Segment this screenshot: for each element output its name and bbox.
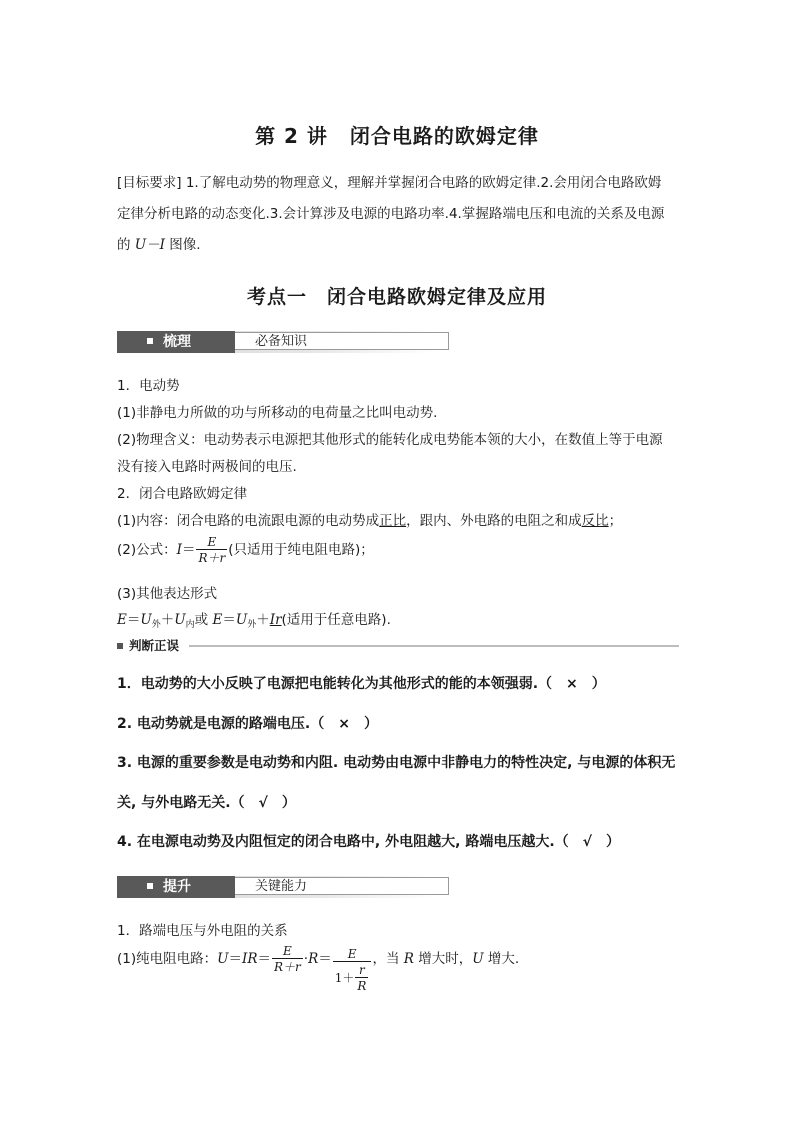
content-p4-formula	[117, 535, 679, 565]
content-p2a: (2)物理含义：电动势表示电源把其他形式的能转化成电势能本领的大小，在数值上等于电源	[117, 432, 663, 448]
goal-line-3	[117, 230, 679, 261]
goal-label: [目标要求]	[117, 175, 182, 191]
goal-ui-var: U－I	[134, 237, 166, 253]
bar-label-box	[117, 876, 235, 898]
goal-requirements	[117, 168, 679, 261]
page-title	[0, 120, 794, 149]
p6-u-out2: U	[235, 612, 248, 628]
p6-sub-out: 外	[151, 620, 161, 630]
question-4: 4. 在电源电动势及内阻恒定的闭合电路中, 外电阻越大, 路端电压越大.（ √ ）	[117, 834, 620, 850]
f-pre: (1)纯电阻电路：	[117, 951, 218, 967]
content-p1: (1)非静电力所做的功与所移动的电荷量之比叫电动势.	[117, 405, 438, 421]
p6-plus: ＋	[160, 612, 175, 628]
p6-eq2: ＝	[222, 612, 236, 628]
fraction-e-over-r-plus-r	[272, 944, 303, 974]
f-post-r: R	[403, 951, 414, 967]
lecture-number: 第 2 讲	[255, 124, 328, 148]
frac-den: R＋r	[198, 551, 226, 565]
bar-tab: 关键能力	[235, 877, 449, 895]
p4-pre: (2)公式：	[117, 542, 177, 558]
p6-u-out: U	[140, 612, 152, 628]
f-eq1: ＝	[228, 951, 243, 967]
square-bullet-icon	[147, 338, 153, 344]
section-bar-review	[117, 331, 435, 353]
p6-sub-out2: 外	[247, 620, 257, 630]
section-bar-improve	[117, 876, 435, 898]
question-1: 1．电动势的大小反映了电源把电能转化为其他形式的能的本领强弱.（ × ）	[117, 676, 606, 692]
judge-label: 判断正误	[129, 638, 180, 653]
content-heading-2: 2．闭合电路欧姆定律	[117, 486, 248, 502]
content2-formula	[117, 944, 679, 993]
frac1-num: E	[283, 944, 292, 958]
goal-line-3-pre: 的	[117, 237, 135, 253]
p3-underline-1: 正比	[379, 513, 407, 529]
content2-heading-1: 1．路端电压与外电阻的关系	[117, 923, 288, 939]
p6-plus2: ＋	[256, 612, 270, 628]
content-p2b: 没有接入电路时两极间的电压.	[117, 459, 297, 475]
p6-or: 或	[194, 612, 213, 628]
content-heading-1: 1．电动势	[117, 378, 180, 394]
bar-label-box	[117, 331, 235, 353]
f-r: R	[308, 951, 319, 967]
f-post2: 增大时，	[413, 951, 473, 967]
square-bullet-icon	[117, 643, 123, 649]
section-title: 考点一 闭合电路欧姆定律及应用	[246, 286, 547, 308]
goal-line-2: 定律分析电路的动态变化.3.会计算涉及电源的电路功率.4.掌握路端电压和电流的关系及电源	[117, 206, 665, 222]
p6-eq: ＝	[126, 612, 141, 628]
p3-post: ；	[608, 513, 623, 529]
goal-line-3-post: 图像.	[165, 237, 201, 253]
p6-e: E	[117, 612, 127, 628]
bar-label: 提升	[163, 879, 191, 895]
p4-lhs: I	[176, 542, 182, 558]
f-ir: IR	[242, 951, 258, 967]
p6-post: (适用于任意电路).	[281, 612, 391, 628]
content-p6	[117, 608, 679, 630]
frac2-den-pre: 1＋	[334, 970, 355, 985]
fraction-e-over-r	[196, 535, 227, 565]
frac2-inner-num: r	[359, 962, 365, 977]
bar-tab: 必备知识	[235, 332, 449, 350]
p6-ir: Ir	[269, 612, 282, 628]
f-eq3: ＝	[318, 951, 332, 967]
p3-mid: ，跟内、外电路的电阻之和成	[406, 513, 582, 529]
p6-e2: E	[212, 612, 223, 628]
f-post-u: U	[472, 951, 484, 967]
frac1-den: R＋r	[274, 960, 301, 974]
question-2: 2. 电动势就是电源的路端电压.（ × ）	[117, 716, 378, 732]
judge-header	[117, 638, 679, 654]
f-u: U	[217, 951, 229, 967]
f-eq2: ＝	[257, 951, 272, 967]
f-post1: ，当	[372, 951, 404, 967]
content-p5: (3)其他表达形式	[117, 586, 218, 602]
p4-eq: ＝	[181, 542, 196, 558]
frac2-inner-den: R	[357, 978, 367, 993]
p3-underline-2: 反比	[581, 513, 609, 529]
goal-line-1: 1.了解电动势的物理意义，理解并掌握闭合电路的欧姆定律.2.会用闭合电路欧姆	[185, 175, 662, 191]
f-dot: ·	[303, 951, 309, 967]
p4-post: (只适用于纯电阻电路)；	[228, 542, 374, 558]
frac2-inner	[355, 963, 368, 993]
frac2-den	[333, 961, 372, 993]
p3-pre: (1)内容：闭合电路的电流跟电源的电动势成	[117, 513, 380, 529]
question-3b: 关, 与外电路无关.（ √ ）	[117, 795, 296, 811]
question-3a: 3. 电源的重要参数是电动势和内阻. 电动势由电源中非静电力的特性决定, 与电源的体积无	[117, 755, 676, 771]
fraction-compound	[333, 947, 372, 993]
lecture-name: 闭合电路的欧姆定律	[349, 124, 539, 148]
p6-u-in: U	[174, 612, 186, 628]
f-post3: 增大.	[483, 951, 520, 967]
bar-label: 梳理	[163, 334, 191, 350]
content-p3	[117, 509, 679, 529]
p6-sub-in: 内	[185, 620, 195, 630]
frac2-num: E	[347, 946, 357, 961]
frac-num: E	[207, 535, 217, 549]
square-bullet-icon	[147, 883, 153, 889]
judge-rule	[189, 645, 679, 647]
